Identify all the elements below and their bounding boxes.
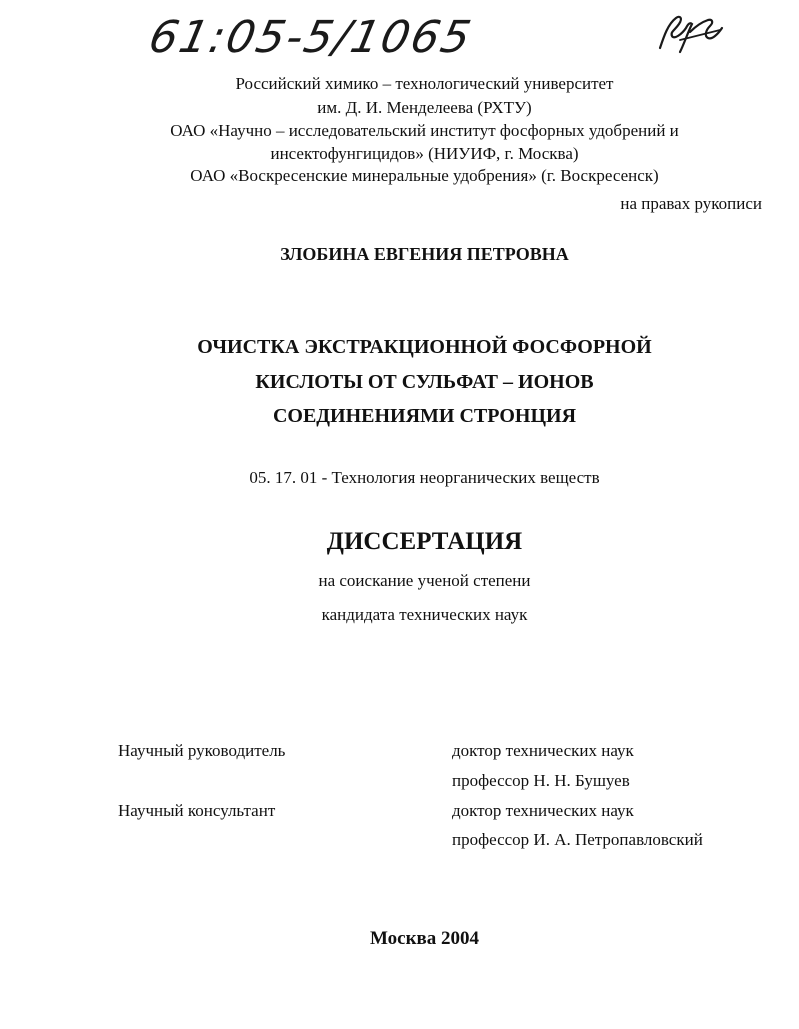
title-line-1: ОЧИСТКА ЭКСТРАКЦИОННОЙ ФОСФОРНОЙ xyxy=(197,336,652,358)
institution-line-2: им. Д. И. Менделеева (РХТУ) xyxy=(317,98,532,117)
author-name: ЗЛОБИНА ЕВГЕНИЯ ПЕТРОВНА xyxy=(280,244,569,264)
city-year: Москва 2004 xyxy=(369,928,480,949)
advisor-name-consultant: профессор И. А. Петропавловский xyxy=(452,830,703,849)
institution-line-4: инсектофунгицидов» (НИУИФ, г. Москва) xyxy=(270,144,579,163)
signature-mark xyxy=(650,10,730,58)
advisor-role-consultant: Научный консультант xyxy=(118,801,276,820)
title-line-3: СОЕДИНЕНИЯМИ СТРОНЦИЯ xyxy=(272,405,577,427)
handwritten-catalog-number: 61:05-5/1065 xyxy=(144,12,477,63)
document-type: ДИССЕРТАЦИЯ xyxy=(326,528,523,555)
institution-line-5: ОАО «Воскресенские минеральные удобрения» (г. Воскресенск) xyxy=(190,166,659,185)
institution-line-3: ОАО «Научно – исследовательский институт фосфорных удобрений и xyxy=(170,121,679,140)
advisor-degree-supervisor: доктор технических наук xyxy=(452,741,634,760)
specialty-code: 05. 17. 01 - Технология неорганических веществ xyxy=(249,468,600,487)
title-line-2: КИСЛОТЫ ОТ СУЛЬФАТ – ИОНОВ xyxy=(255,371,594,393)
advisor-role-supervisor: Научный руководитель xyxy=(118,741,286,760)
advisor-name-supervisor: профессор Н. Н. Бушуев xyxy=(452,771,630,790)
degree-line-2: кандидата технических наук xyxy=(321,605,528,624)
institution-line-1: Российский химико – технологический университет xyxy=(235,74,614,93)
rights-note: на правах рукописи xyxy=(620,194,762,213)
advisor-degree-consultant: доктор технических наук xyxy=(452,801,634,820)
degree-line-1: на соискание ученой степени xyxy=(318,571,531,590)
